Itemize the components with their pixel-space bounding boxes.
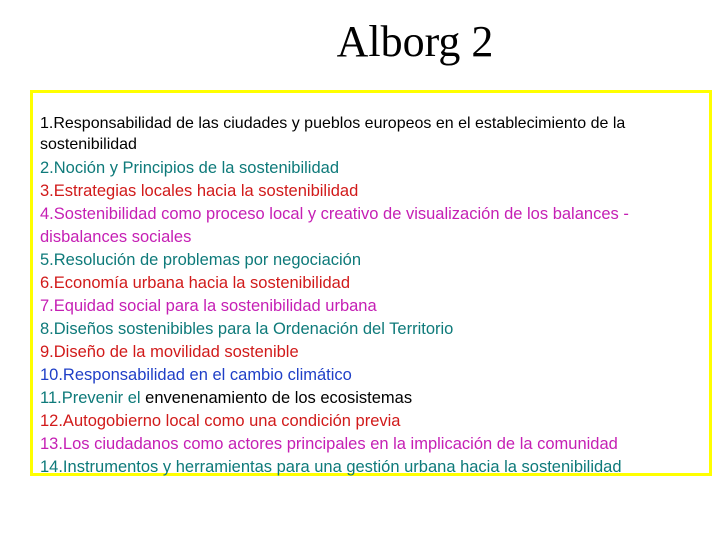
list-item-12: 12.Autogobierno local como una condición previa: [40, 412, 401, 430]
list-item-10: 10.Responsabilidad en el cambio climático: [40, 366, 352, 384]
list-item-14: 14.Instrumentos y herramientas para una gestión urbana hacia la sostenibilidad: [40, 458, 622, 476]
list-item-11-part1: 11.Prevenir el: [40, 389, 146, 407]
slide-title: Alborg 2: [336, 17, 494, 66]
list-item-8: 8.Diseños sostenibibles para la Ordenación del Territorio: [40, 320, 454, 338]
list-item-7: 7.Equidad social para la sostenibilidad urbana: [40, 297, 377, 315]
list-item-11: [40, 387, 703, 410]
content-box: [30, 90, 712, 476]
list-item-11-part2: envenenamiento de los ecosistemas: [145, 389, 413, 407]
list-item-6: 6.Economía urbana hacia la sostenibilidad: [40, 274, 351, 292]
list-item-2: 2.Noción y Principios de la sostenibilidad: [40, 159, 339, 177]
list-item-1: 1.Responsabilidad de las ciudades y pueblos europeos en el establecimiento de la sostenibilidad: [40, 115, 626, 153]
list-item-9: 9.Diseño de la movilidad sostenible: [40, 343, 299, 361]
list-item-4: 4.Sostenibilidad como proceso local y creativo de visualización de los balances - disbalances sociales: [40, 205, 629, 246]
list-item-13: 13.Los ciudadanos como actores principales en la implicación de la comunidad: [40, 435, 618, 453]
list-item-5: 5.Resolución de problemas por negociación: [40, 251, 362, 269]
list-item-3: 3.Estrategias locales hacia la sostenibilidad: [40, 182, 359, 200]
